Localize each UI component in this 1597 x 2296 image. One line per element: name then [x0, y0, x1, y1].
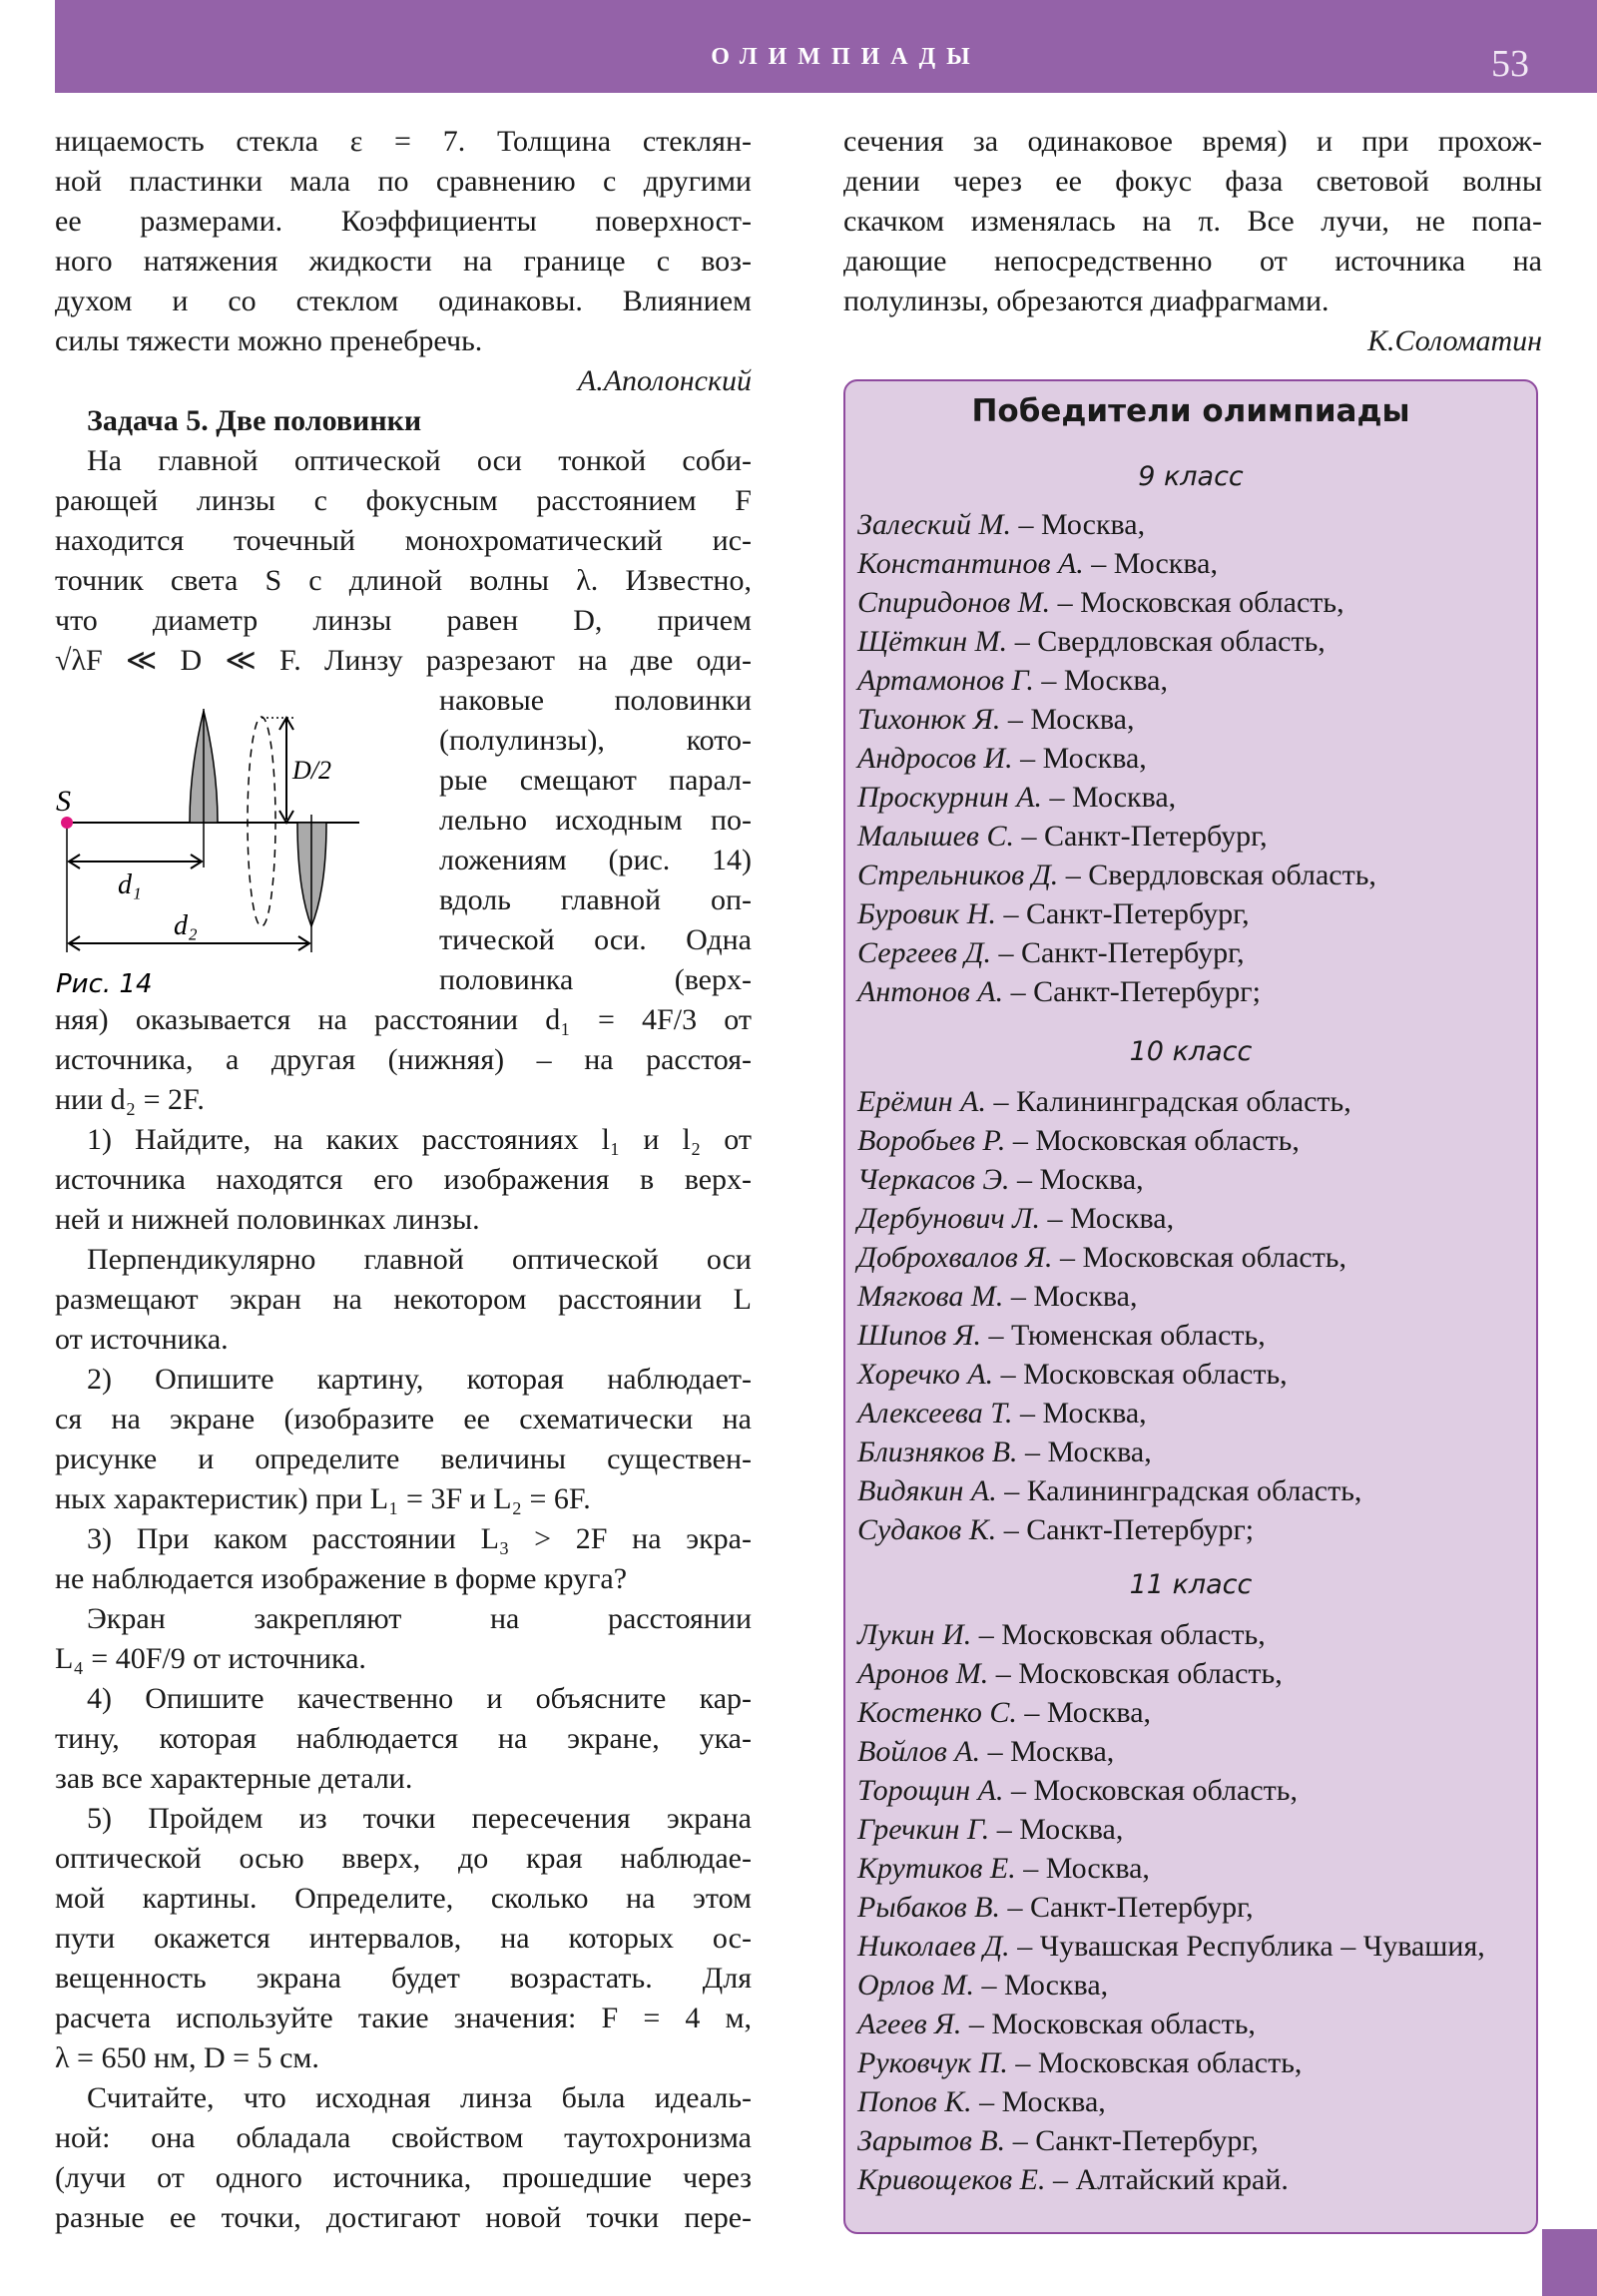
winner-entry [857, 2005, 1522, 2043]
text-line: размещают экран на некотором расстоянии L [55, 1283, 752, 1316]
winner-entry [857, 894, 1522, 933]
text-line: расчета используйте такие значения: F = 4 м, [55, 2002, 752, 2034]
winner-name: Орлов М. [857, 1969, 974, 2002]
winner-name: Стрельников Д. [857, 859, 1059, 891]
grade-heading: 9 класс [1138, 461, 1244, 492]
winner-name: Щёткин М. [857, 625, 1008, 658]
winner-entry [857, 1732, 1522, 1771]
winner-entry [857, 1810, 1522, 1849]
winner-region: – Калининградская область, [1004, 1474, 1362, 1507]
winner-entry [857, 1394, 1522, 1433]
winner-name: Шипов Я. [857, 1319, 982, 1352]
winners-title: Победители олимпиады [971, 393, 1410, 429]
winner-name: Хоречко А. [857, 1358, 994, 1391]
winner-entry [857, 700, 1522, 739]
text-line: 3) При каком расстоянии L₃ > 2F на экра- [87, 1522, 752, 1555]
winner-entry [857, 856, 1522, 894]
text-line: ся на экране (изобразите ее схематически на [55, 1403, 752, 1435]
text-line: зав все характерные детали. [55, 1762, 413, 1795]
winner-entry [857, 1199, 1522, 1238]
winner-region: – Свердловская область, [1065, 859, 1376, 891]
winner-name: Константинов А. [857, 547, 1084, 580]
winner-region: – Калининградская область, [993, 1085, 1351, 1118]
winner-region: – Москва, [1047, 1202, 1175, 1235]
text-line: ницаемость стекла ε = 7. Толщина стеклян- [55, 125, 752, 158]
winner-region: – Санкт-Петербург, [1021, 820, 1268, 853]
text-line: нии d₂ = 2F. [55, 1083, 205, 1116]
winner-region: – Москва, [1010, 1280, 1138, 1313]
winner-name: Войлов А. [857, 1735, 981, 1768]
winner-entry [857, 778, 1522, 817]
source-label: S [56, 785, 71, 818]
winner-name: Артамонов Г. [857, 664, 1034, 697]
winner-region: – Московская область, [1000, 1358, 1288, 1391]
winner-entry [857, 622, 1522, 661]
winner-region: – Москва, [1091, 547, 1218, 580]
winner-name: Доброхвалов Я. [857, 1241, 1053, 1274]
text-line: ного натяжения жидкости на границе с воз- [55, 245, 752, 278]
winner-name: Дербунович Л. [857, 1202, 1040, 1235]
winner-name: Залеский М. [857, 508, 1011, 541]
text-line: тину, которая наблюдается на экране, ука- [55, 1722, 752, 1755]
winner-name: Алексеева Т. [857, 1397, 1013, 1430]
text-line: 2) Опишите картину, которая наблюдает- [87, 1363, 752, 1396]
text-line: точник света S с длиной волны λ. Известно, [55, 564, 752, 597]
winner-entry [857, 1510, 1522, 1549]
winner-region: – Санкт-Петербург, [1003, 897, 1250, 930]
winner-region: – Московская область, [995, 1657, 1283, 1690]
text-line: ных характеристик) при L₁ = 3F и L₂ = 6F. [55, 1482, 591, 1515]
winner-region: – Москва, [1017, 1163, 1144, 1196]
text-line: ней и нижней половинках линзы. [55, 1203, 480, 1236]
winner-region: – Московская область, [968, 2008, 1256, 2040]
winner-name: Мягкова М. [857, 1280, 1004, 1313]
winner-entry [857, 1471, 1522, 1510]
winner-name: Зарытов В. [857, 2124, 1006, 2157]
text-line: духом и со стеклом одинаковы. Влиянием [55, 285, 752, 317]
winner-entry [857, 2043, 1522, 2082]
text-line: полулинзы, обрезаются диафрагмами. [843, 285, 1330, 317]
winner-name: Агеев Я. [857, 2008, 962, 2040]
text-line: мой картины. Определите, сколько на этом [55, 1882, 752, 1915]
winner-name: Рыбаков В. [857, 1891, 1000, 1924]
winner-name: Воробьев Р. [857, 1124, 1006, 1157]
winner-entry [857, 1654, 1522, 1693]
figure-caption: Рис. 14 [56, 969, 153, 998]
text-line: находится точечный монохроматический ис- [55, 524, 752, 557]
winner-region: – Москва, [996, 1813, 1124, 1846]
winner-entry [857, 2160, 1522, 2199]
winner-entry [857, 1082, 1522, 1121]
text-line: дающие непосредственно от источника на [843, 245, 1542, 278]
winner-name: Спиридонов М. [857, 586, 1051, 619]
text-line: наковые половинки [439, 684, 752, 717]
text-line: ной пластинки мала по сравнению с другими [55, 165, 752, 198]
winner-entry [857, 1277, 1522, 1316]
text-line: L₄ = 40F/9 от источника. [55, 1642, 366, 1675]
winner-region: – Москва, [1007, 703, 1135, 736]
author-signature: А.Аполонский [577, 364, 752, 397]
text-line: 5) Пройдем из точки пересечения экрана [87, 1802, 752, 1835]
winner-region: – Москва, [979, 2085, 1106, 2118]
winner-entry [857, 739, 1522, 778]
text-line: вдоль главной оп- [439, 883, 752, 916]
text-line: дении через ее фокус фаза световой волны [843, 165, 1542, 198]
text-line: рисунке и определите величины существен- [55, 1442, 752, 1475]
winner-name: Буровик Н. [857, 897, 996, 930]
winner-region: – Москва, [987, 1735, 1115, 1768]
text-line: (полулинзы), кото- [439, 724, 752, 757]
winner-region: – Московская область, [1010, 1774, 1298, 1807]
winner-name: Близняков В. [857, 1435, 1018, 1468]
winner-name: Костенко С. [857, 1696, 1017, 1729]
winner-name: Проскурнин А. [857, 781, 1043, 814]
text-line: источника, а другая (нижняя) – на расстоя- [55, 1043, 752, 1076]
d2-label: d₂ [174, 910, 198, 941]
light-source-point [61, 817, 73, 829]
winner-region: – Москва, [1018, 508, 1146, 541]
d1-label: d₁ [118, 869, 142, 900]
winner-entry [857, 505, 1522, 544]
winner-region: – Московская область, [1012, 1124, 1300, 1157]
winner-name: Торощин А. [857, 1774, 1004, 1807]
winner-name: Сергеев Д. [857, 936, 991, 969]
winner-region: – Москва, [1024, 1696, 1152, 1729]
winner-entry [857, 1238, 1522, 1277]
winner-region: – Тюменская область, [988, 1319, 1266, 1352]
text-line: от источника. [55, 1323, 229, 1356]
winner-region: – Санкт-Петербург; [1010, 975, 1261, 1008]
winner-region: – Москва, [1041, 664, 1168, 697]
winner-entry [857, 972, 1522, 1011]
text-line: скачком изменялась на π. Все лучи, не попа- [843, 205, 1542, 238]
winner-entry [857, 1316, 1522, 1355]
grade-heading: 11 класс [1129, 1569, 1253, 1600]
winner-entry [857, 817, 1522, 856]
text-line: силы тяжести можно пренебречь. [55, 324, 483, 357]
winner-entry [857, 583, 1522, 622]
winner-entry [857, 661, 1522, 700]
section-header-bar [55, 0, 1597, 93]
winner-entry [857, 1121, 1522, 1160]
text-line: Перпендикулярно главной оптической оси [87, 1243, 752, 1276]
winner-entry [857, 2121, 1522, 2160]
winner-entry [857, 1160, 1522, 1199]
text-line: тической оси. Одна [439, 923, 752, 956]
page-number: 53 [1491, 43, 1529, 85]
winner-name: Андросов И. [857, 742, 1013, 775]
winner-region: – Москва, [1023, 1852, 1150, 1885]
winner-name: Судаков К. [857, 1513, 997, 1546]
winner-entry [857, 933, 1522, 972]
text-line: лельно исходным по- [439, 804, 752, 837]
winner-region: – Санкт-Петербург, [998, 936, 1245, 969]
lens-figure [40, 699, 359, 998]
winner-name: Черкасов Э. [857, 1163, 1010, 1196]
winner-entry [857, 1433, 1522, 1471]
problem-heading: Задача 5. Две половинки [87, 404, 422, 437]
winner-region: – Свердловская область, [1014, 625, 1326, 658]
text-line: ложениям (рис. 14) [439, 844, 752, 876]
text-line: (лучи от одного источника, прошедшие через [55, 2161, 752, 2194]
author-signature: К.Соломатин [1367, 324, 1542, 357]
winner-name: Попов К. [857, 2085, 972, 2118]
text-line: рые смещают парал- [439, 764, 752, 797]
winner-name: Гречкин Г. [857, 1813, 990, 1846]
text-line: няя) оказывается на расстоянии d₁ = 4F/3 от [55, 1003, 752, 1036]
winner-region: – Алтайский край. [1053, 2163, 1289, 2196]
winner-name: Малышев С. [857, 820, 1014, 853]
winner-entry [857, 1771, 1522, 1810]
half-diameter-label: D/2 [292, 756, 331, 785]
text-line: не наблюдается изображение в форме круга? [55, 1562, 628, 1595]
winner-entry [857, 1966, 1522, 2005]
winner-region: – Москва, [1049, 781, 1177, 814]
winner-name: Лукин И. [857, 1618, 972, 1651]
left-text-column [55, 122, 752, 2238]
text-line: ее размерами. Коэффициенты поверхност- [55, 205, 752, 238]
text-line: λ = 650 нм, D = 5 см. [55, 2041, 319, 2074]
winner-region: – Москва, [981, 1969, 1109, 2002]
winner-region: – Москва, [1020, 1397, 1147, 1430]
text-line: пути окажется интервалов, на которых ос- [55, 1922, 752, 1955]
winner-region: – Санкт-Петербург; [1003, 1513, 1255, 1546]
winner-name: Николаев Д. [857, 1930, 1010, 1963]
winners-list [857, 505, 1522, 1011]
winner-entry [857, 544, 1522, 583]
winner-region: – Московская область, [1060, 1241, 1346, 1274]
text-line: рающей линзы с фокусным расстоянием F [55, 484, 752, 517]
text-line: √λF ≪ D ≪ F. Линзу разрезают на две оди- [55, 644, 752, 677]
grade-heading: 10 класс [1129, 1036, 1253, 1067]
text-line: источника находятся его изображения в верх- [55, 1163, 752, 1196]
winner-name: Тихонюк Я. [857, 703, 1001, 736]
text-line: разные ее точки, достигают новой точки пере- [55, 2201, 752, 2234]
right-text-column [843, 122, 1542, 361]
winners-box [843, 379, 1538, 2234]
text-line: что диаметр линзы равен D, причем [55, 604, 752, 637]
text-line: 4) Опишите качественно и объясните кар- [87, 1682, 752, 1715]
text-line: половинка (верх- [439, 963, 752, 996]
winner-region: – Московская область, [1057, 586, 1344, 619]
winner-name: Антонов А. [857, 975, 1004, 1008]
winner-name: Руковчук П. [857, 2046, 1008, 2079]
text-line: ной: она обладала свойством таутохронизма [55, 2121, 752, 2154]
winner-region: – Санкт-Петербург, [1007, 1891, 1254, 1924]
winner-entry [857, 2082, 1522, 2121]
winners-list [857, 1615, 1522, 2199]
winner-entry [857, 1888, 1522, 1927]
text-line: 1) Найдите, на каких расстояниях l₁ и l₂ от [87, 1123, 752, 1156]
text-line: вещенность экрана будет возрастать. Для [55, 1962, 752, 1995]
winner-region: – Чувашская Республика – Чувашия, [1017, 1930, 1485, 1963]
winner-region: – Санкт-Петербург, [1012, 2124, 1259, 2157]
winner-entry [857, 1355, 1522, 1394]
winner-name: Видякин А. [857, 1474, 997, 1507]
text-line: Считайте, что исходная линза была идеаль- [87, 2081, 752, 2114]
text-line: Экран закрепляют на расстоянии [87, 1602, 752, 1635]
winner-entry [857, 1693, 1522, 1732]
text-line: сечения за одинаковое время) и при прохож- [843, 125, 1542, 158]
winner-region: – Москва, [1025, 1435, 1152, 1468]
winner-name: Крутиков Е. [857, 1852, 1016, 1885]
winner-region: – Московская область, [978, 1618, 1266, 1651]
winner-entry [857, 1927, 1522, 1966]
text-line: На главной оптической оси тонкой соби- [87, 444, 752, 477]
text-line: оптической осью вверх, до края наблюдае- [55, 1842, 752, 1875]
winner-name: Ерёмин А. [857, 1085, 986, 1118]
winner-entry [857, 1615, 1522, 1654]
winner-region: – Москва, [1020, 742, 1147, 775]
winner-region: – Московская область, [1015, 2046, 1303, 2079]
section-title: ОЛИМПИАДЫ [711, 44, 981, 70]
winner-name: Аронов М. [857, 1657, 989, 1690]
winner-name: Кривощеков Е. [857, 2163, 1046, 2196]
corner-tab [1542, 2229, 1597, 2296]
winners-list [857, 1082, 1522, 1549]
winner-entry [857, 1849, 1522, 1888]
